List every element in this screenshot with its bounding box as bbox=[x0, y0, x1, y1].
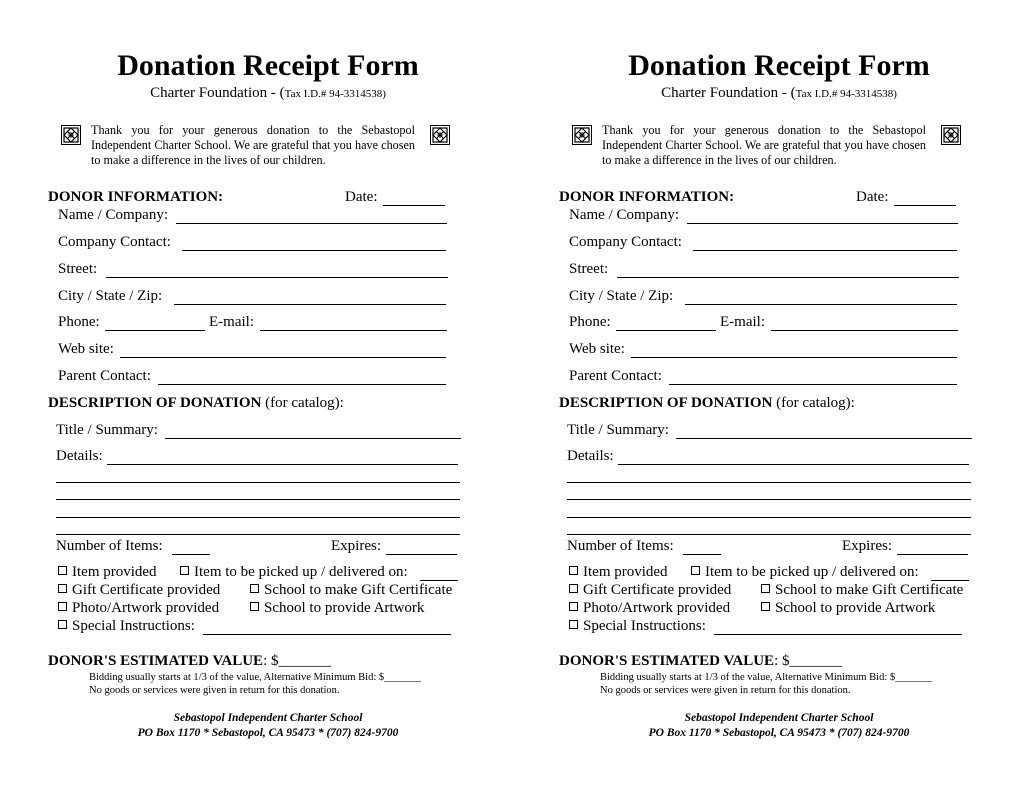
checkbox-icon[interactable] bbox=[569, 602, 578, 611]
parent-contact-field[interactable] bbox=[58, 367, 448, 387]
tax-id: Tax I.D.# 94-3314538) bbox=[795, 88, 897, 100]
title-summary-label: Title / Summary: bbox=[56, 422, 158, 438]
name-company-field[interactable] bbox=[569, 206, 959, 226]
estimated-value-heading[interactable] bbox=[48, 652, 331, 670]
school-address-footer: PO Box 1170 * Sebastopol, CA 95473 * (707) 824-9700 bbox=[648, 727, 910, 739]
name-label: Name / Company: bbox=[569, 207, 679, 223]
checkbox-label: School to make Gift Certificate bbox=[264, 582, 453, 598]
details-line[interactable] bbox=[56, 534, 460, 535]
checkbox-item-provided[interactable] bbox=[58, 563, 157, 581]
description-suffix: (for catalog): bbox=[772, 395, 855, 411]
checkbox-icon[interactable] bbox=[58, 620, 67, 629]
description-heading bbox=[48, 394, 344, 412]
checkbox-label: Item provided bbox=[72, 564, 157, 580]
number-of-items-field[interactable] bbox=[567, 537, 727, 557]
details-field[interactable] bbox=[567, 447, 973, 467]
website-label: Web site: bbox=[58, 341, 114, 357]
city-state-zip-field[interactable] bbox=[58, 287, 448, 307]
company-contact-label: Company Contact: bbox=[569, 234, 682, 250]
checkbox-label: Item provided bbox=[583, 564, 668, 580]
phone-label: Phone: bbox=[58, 314, 100, 330]
name-line[interactable] bbox=[687, 223, 958, 224]
checkbox-school-make-gift-certificate[interactable] bbox=[761, 581, 963, 599]
checkbox-label: Gift Certificate provided bbox=[72, 582, 221, 598]
details-line[interactable] bbox=[56, 517, 460, 518]
form-title: Donation Receipt Form bbox=[628, 49, 930, 82]
thank-you-text: Thank you for your generous donation to the Sebastopol Independent Charter School. We are grateful that you have chosen to make a difference in the lives of our children. bbox=[602, 123, 926, 167]
checkbox-icon[interactable] bbox=[250, 584, 259, 593]
number-items-line[interactable] bbox=[172, 554, 210, 555]
donor-info-heading: DONOR INFORMATION: bbox=[559, 189, 735, 205]
expires-field[interactable] bbox=[331, 537, 461, 557]
email-field[interactable] bbox=[209, 313, 449, 333]
checkbox-photo-provided[interactable] bbox=[569, 599, 730, 617]
checkbox-icon[interactable] bbox=[58, 566, 67, 575]
checkbox-label: School to provide Artwork bbox=[264, 600, 425, 616]
estimated-value-text: DONOR'S ESTIMATED VALUE bbox=[48, 653, 264, 669]
special-instructions-line[interactable] bbox=[203, 634, 451, 635]
details-label: Details: bbox=[567, 448, 614, 464]
school-address-footer: PO Box 1170 * Sebastopol, CA 95473 * (707) 824-9700 bbox=[137, 727, 399, 739]
checkbox-special-instructions[interactable] bbox=[58, 617, 195, 635]
school-name-footer: Sebastopol Independent Charter School bbox=[684, 712, 874, 724]
title-summary-label: Title / Summary: bbox=[567, 422, 669, 438]
donor-info-heading: DONOR INFORMATION: bbox=[48, 189, 224, 205]
no-goods-note: No goods or services were given in return for this donation. bbox=[600, 685, 851, 696]
details-label: Details: bbox=[56, 448, 103, 464]
expires-label: Expires: bbox=[842, 538, 892, 554]
email-line[interactable] bbox=[771, 330, 958, 331]
name-company-field[interactable] bbox=[58, 206, 448, 226]
street-label: Street: bbox=[569, 261, 609, 277]
parent-contact-line[interactable] bbox=[669, 384, 957, 385]
checkbox-picked-up[interactable] bbox=[180, 563, 408, 581]
checkbox-label: Photo/Artwork provided bbox=[72, 600, 220, 616]
city-label: City / State / Zip: bbox=[569, 288, 674, 304]
company-contact-line[interactable] bbox=[693, 250, 957, 251]
form-title: Donation Receipt Form bbox=[117, 49, 419, 82]
name-label: Name / Company: bbox=[58, 207, 168, 223]
checkbox-icon[interactable] bbox=[58, 602, 67, 611]
donation-form-left bbox=[43, 0, 493, 791]
checkbox-icon[interactable] bbox=[691, 566, 700, 575]
checkbox-icon[interactable] bbox=[58, 584, 67, 593]
checkbox-icon[interactable] bbox=[569, 584, 578, 593]
estimated-value-heading[interactable] bbox=[559, 652, 842, 670]
company-contact-line[interactable] bbox=[182, 250, 446, 251]
special-instructions-line[interactable] bbox=[714, 634, 962, 635]
details-field[interactable] bbox=[56, 447, 462, 467]
celtic-knot-icon bbox=[61, 125, 81, 145]
subtitle-prefix: Charter Foundation - ( bbox=[661, 85, 796, 101]
date-label: Date: bbox=[856, 189, 889, 205]
website-field[interactable] bbox=[58, 340, 448, 360]
expires-line[interactable] bbox=[386, 554, 457, 555]
checkbox-label: School to provide Artwork bbox=[775, 600, 936, 616]
phone-field[interactable] bbox=[58, 313, 208, 333]
parent-contact-field[interactable] bbox=[569, 367, 959, 387]
website-label: Web site: bbox=[569, 341, 625, 357]
checkbox-icon[interactable] bbox=[761, 602, 770, 611]
company-contact-field[interactable] bbox=[58, 233, 448, 253]
date-field[interactable] bbox=[856, 188, 958, 208]
website-line[interactable] bbox=[631, 357, 957, 358]
number-items-line[interactable] bbox=[683, 554, 721, 555]
estimated-value-blank[interactable]: : $_______ bbox=[263, 653, 331, 669]
parent-contact-line[interactable] bbox=[158, 384, 446, 385]
checkbox-label: Item to be picked up / delivered on: bbox=[705, 564, 919, 580]
email-label: E-mail: bbox=[209, 314, 254, 330]
tax-id: Tax I.D.# 94-3314538) bbox=[284, 88, 386, 100]
checkbox-school-provide-artwork[interactable] bbox=[250, 599, 424, 617]
company-contact-label: Company Contact: bbox=[58, 234, 171, 250]
estimated-value-text: DONOR'S ESTIMATED VALUE bbox=[559, 653, 775, 669]
city-line[interactable] bbox=[685, 304, 957, 305]
checkbox-label: School to make Gift Certificate bbox=[775, 582, 964, 598]
form-subtitle bbox=[554, 84, 1004, 103]
city-line[interactable] bbox=[174, 304, 446, 305]
checkbox-label: Photo/Artwork provided bbox=[583, 600, 731, 616]
checkbox-icon[interactable] bbox=[569, 566, 578, 575]
description-suffix: (for catalog): bbox=[261, 395, 344, 411]
checkbox-gift-certificate-provided[interactable] bbox=[569, 581, 731, 599]
checkbox-icon[interactable] bbox=[569, 620, 578, 629]
checkbox-label: Gift Certificate provided bbox=[583, 582, 732, 598]
title-summary-field[interactable] bbox=[567, 421, 973, 441]
phone-line[interactable] bbox=[616, 330, 716, 331]
no-goods-note: No goods or services were given in return for this donation. bbox=[89, 685, 340, 696]
title-summary-line[interactable] bbox=[676, 438, 972, 439]
checkbox-school-make-gift-certificate[interactable] bbox=[250, 581, 452, 599]
checkbox-school-provide-artwork[interactable] bbox=[761, 599, 935, 617]
school-name-footer: Sebastopol Independent Charter School bbox=[173, 712, 363, 724]
website-line[interactable] bbox=[120, 357, 446, 358]
description-heading bbox=[559, 394, 855, 412]
details-line[interactable] bbox=[56, 482, 460, 483]
email-line[interactable] bbox=[260, 330, 447, 331]
number-of-items-field[interactable] bbox=[56, 537, 216, 557]
checkbox-icon[interactable] bbox=[250, 602, 259, 611]
details-line[interactable] bbox=[567, 517, 971, 518]
details-line[interactable] bbox=[567, 499, 971, 500]
street-label: Street: bbox=[58, 261, 98, 277]
details-line[interactable] bbox=[107, 464, 458, 465]
website-field[interactable] bbox=[569, 340, 959, 360]
description-heading-text: DESCRIPTION OF DONATION bbox=[559, 395, 773, 411]
number-items-label: Number of Items: bbox=[567, 538, 674, 554]
title-summary-field[interactable] bbox=[56, 421, 462, 441]
checkbox-picked-up[interactable] bbox=[691, 563, 919, 581]
estimated-value-blank[interactable]: : $_______ bbox=[774, 653, 842, 669]
street-line[interactable] bbox=[617, 277, 959, 278]
phone-label: Phone: bbox=[569, 314, 611, 330]
checkbox-icon[interactable] bbox=[180, 566, 189, 575]
checkbox-gift-certificate-provided[interactable] bbox=[58, 581, 220, 599]
details-line[interactable] bbox=[567, 534, 971, 535]
subtitle-prefix: Charter Foundation - ( bbox=[150, 85, 285, 101]
details-line[interactable] bbox=[56, 499, 460, 500]
email-label: E-mail: bbox=[720, 314, 765, 330]
title-summary-line[interactable] bbox=[165, 438, 461, 439]
parent-contact-label: Parent Contact: bbox=[569, 368, 662, 384]
expires-label: Expires: bbox=[331, 538, 381, 554]
celtic-knot-icon bbox=[430, 125, 450, 145]
checkbox-label: Special Instructions: bbox=[583, 618, 706, 634]
celtic-knot-icon bbox=[941, 125, 961, 145]
expires-line[interactable] bbox=[897, 554, 968, 555]
checkbox-label: Item to be picked up / delivered on: bbox=[194, 564, 408, 580]
street-field[interactable] bbox=[569, 260, 959, 280]
phone-line[interactable] bbox=[105, 330, 205, 331]
date-field[interactable] bbox=[345, 188, 447, 208]
company-contact-field[interactable] bbox=[569, 233, 959, 253]
number-items-label: Number of Items: bbox=[56, 538, 163, 554]
phone-field[interactable] bbox=[569, 313, 719, 333]
checkbox-icon[interactable] bbox=[761, 584, 770, 593]
thank-you-text: Thank you for your generous donation to the Sebastopol Independent Charter School. We are grateful that you have chosen to make a difference in the lives of our children. bbox=[91, 123, 415, 167]
bidding-note: Bidding usually starts at 1/3 of the value, Alternative Minimum Bid: $_______ bbox=[600, 672, 932, 683]
checkbox-label: Special Instructions: bbox=[72, 618, 195, 634]
street-field[interactable] bbox=[58, 260, 448, 280]
details-line[interactable] bbox=[567, 482, 971, 483]
checkbox-item-provided[interactable] bbox=[569, 563, 668, 581]
checkbox-photo-provided[interactable] bbox=[58, 599, 219, 617]
email-field[interactable] bbox=[720, 313, 960, 333]
donation-form-right bbox=[554, 0, 1004, 791]
name-line[interactable] bbox=[176, 223, 447, 224]
city-state-zip-field[interactable] bbox=[569, 287, 959, 307]
details-line[interactable] bbox=[618, 464, 969, 465]
parent-contact-label: Parent Contact: bbox=[58, 368, 151, 384]
bidding-note: Bidding usually starts at 1/3 of the value, Alternative Minimum Bid: $_______ bbox=[89, 672, 421, 683]
form-subtitle bbox=[43, 84, 493, 103]
description-heading-text: DESCRIPTION OF DONATION bbox=[48, 395, 262, 411]
expires-field[interactable] bbox=[842, 537, 972, 557]
street-line[interactable] bbox=[106, 277, 448, 278]
city-label: City / State / Zip: bbox=[58, 288, 163, 304]
checkbox-special-instructions[interactable] bbox=[569, 617, 706, 635]
celtic-knot-icon bbox=[572, 125, 592, 145]
date-label: Date: bbox=[345, 189, 378, 205]
